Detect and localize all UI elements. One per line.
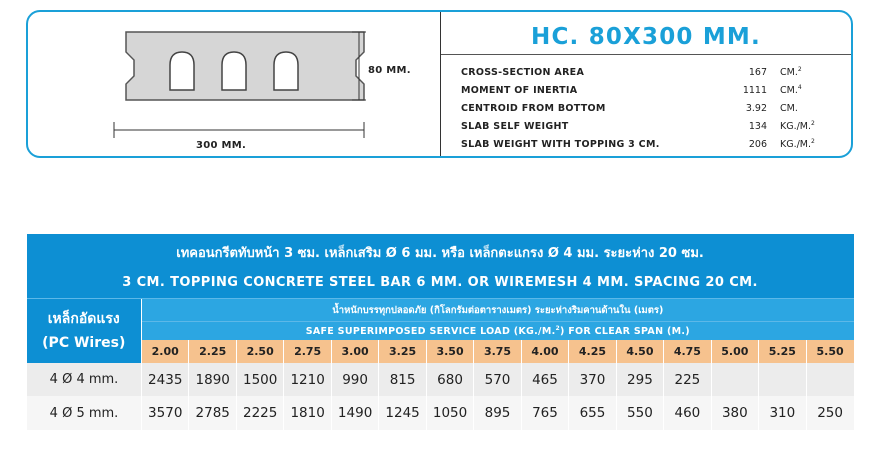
table-row [27,363,854,397]
property-row [461,135,841,153]
span-header-cell: 2.75 [284,340,331,362]
load-value-cell: 2225 [236,396,283,430]
banner-english: 3 CM. TOPPING CONCRETE STEEL BAR 6 MM. OR WIREMESH 4 MM. SPACING 20 CM. [27,266,854,298]
property-value: 134 [748,120,767,132]
load-value-cell [759,363,806,397]
property-value: 206 [748,138,767,150]
load-value-cell: 460 [664,396,711,430]
load-value-cell: 1500 [236,363,283,397]
slab-spec-card [26,10,853,158]
load-value-cell: 1890 [189,363,236,397]
property-name: SLAB WEIGHT WITH TOPPING 3 CM. [461,138,660,150]
load-value-cell: 1245 [379,396,426,430]
clear-span-row [27,340,854,362]
load-value-cell: 250 [806,396,854,430]
load-value-cell: 990 [331,363,378,397]
property-unit-text: KG./M. [780,121,812,133]
load-value-cell: 1490 [331,396,378,430]
property-unit-sup: 2 [811,137,815,145]
property-unit-text: KG./M. [780,139,812,151]
property-row [461,63,841,81]
load-value-cell: 370 [569,363,616,397]
span-header-cell: 3.00 [331,340,378,362]
span-header-cell: 4.25 [569,340,616,362]
load-value-cell: 550 [616,396,663,430]
load-value-cell: 225 [664,363,711,397]
load-value-cell: 680 [426,363,473,397]
property-unit [780,84,802,96]
property-name: SLAB SELF WEIGHT [461,120,569,132]
load-value-cell: 895 [474,396,521,430]
core-1 [170,52,194,90]
property-unit [780,120,815,132]
property-value: 1111 [742,84,767,96]
pc-wire-label: 4 Ø 5 mm. [27,396,142,430]
core-2 [222,52,246,90]
pc-header-english: (PC Wires) [42,335,126,352]
load-title-english [142,321,854,340]
load-value-cell: 310 [759,396,806,430]
core-3 [274,52,298,90]
load-title-thai: น้ำหนักบรรทุกปลอดภัย (กิโลกรัมต่อตารางเมตร) ระยะห่างริมคานด้านใน (เมตร) [142,299,854,321]
load-value-cell [806,363,854,397]
span-header-cell: 2.50 [236,340,283,362]
span-header-cell: 2.25 [189,340,236,362]
span-header-cell: 5.00 [711,340,758,362]
load-value-cell [711,363,758,397]
span-header-cell: 5.25 [759,340,806,362]
table-row [27,396,854,430]
property-unit-sup: 2 [797,65,802,73]
span-header-cell: 2.00 [142,340,189,362]
property-value: 3.92 [745,102,767,114]
load-title-sup: 2 [555,325,560,333]
property-unit-sup: 4 [797,83,802,91]
span-header-cell: 3.25 [379,340,426,362]
property-unit-text: CM. [780,67,798,79]
banner-thai: เทคอนกรีตทับหน้า 3 ซม. เหล็กเสริม Ø 6 มม. หรือ เหล็กตะแกรง Ø 4 มม. ระยะห่าง 20 ซม. [27,234,854,266]
table-body [27,363,854,430]
load-value-cell: 765 [521,396,568,430]
load-value-cell: 815 [379,363,426,397]
pc-header-thai: เหล็กอัดแรง [47,311,120,328]
property-unit [780,103,798,114]
load-value-cell: 655 [569,396,616,430]
span-header-cell: 3.75 [474,340,521,362]
property-name: CENTROID FROM BOTTOM [461,102,606,114]
span-header-cell: 4.75 [664,340,711,362]
width-dimension-label: 300 MM. [196,140,247,151]
property-row [461,81,841,99]
property-unit [780,66,802,78]
title-rule [441,54,851,55]
load-value-cell: 1050 [426,396,473,430]
pc-wire-label: 4 Ø 4 mm. [27,363,142,397]
load-value-cell: 570 [474,363,521,397]
span-header-cell: 5.50 [806,340,854,362]
property-unit-sup: 2 [811,119,815,127]
product-title: HC. 80X300 MM. [531,24,761,50]
span-header-cell: 4.00 [521,340,568,362]
property-name: MOMENT OF INERTIA [461,84,578,96]
load-value-cell: 3570 [142,396,189,430]
load-value-cell: 380 [711,396,758,430]
load-value-cell: 2435 [142,363,189,397]
load-value-cell: 295 [616,363,663,397]
load-title-english-a: SAFE SUPERIMPOSED SERVICE LOAD (KG./M. [305,326,556,338]
span-header-cell: 3.50 [426,340,473,362]
hollow-core-section-diagram [28,12,440,158]
property-unit-text: CM. [780,85,798,97]
cross-section-drawing [28,12,440,156]
height-dimension-label: 80 MM. [368,65,411,76]
property-row [461,99,841,117]
safe-load-table [26,234,854,430]
load-value-cell: 465 [521,363,568,397]
span-header-cell: 4.50 [616,340,663,362]
pc-wires-header [27,299,142,363]
property-name: CROSS-SECTION AREA [461,66,585,78]
property-value: 167 [748,66,767,78]
property-unit-text: CM. [780,102,798,114]
section-properties-panel [441,12,851,156]
property-unit [780,138,815,150]
load-title-english-b: ) FOR CLEAR SPAN (M.) [559,326,690,338]
load-value-cell: 1810 [284,396,331,430]
properties-list [461,63,841,153]
property-row [461,117,841,135]
load-value-cell: 2785 [189,396,236,430]
load-value-cell: 1210 [284,363,331,397]
